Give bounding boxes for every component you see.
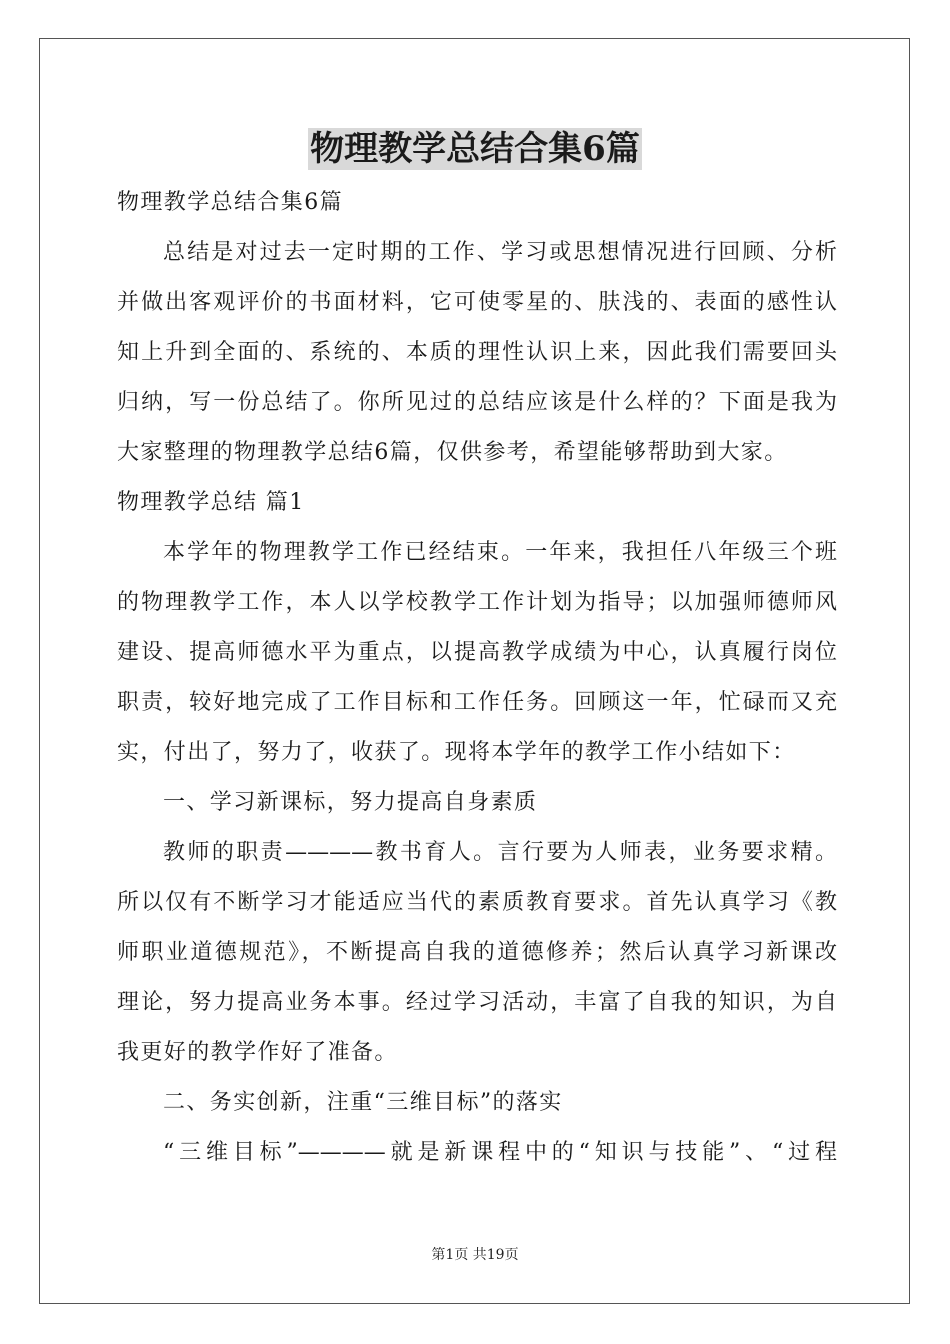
document-body [117, 178, 837, 1178]
text-line: 我更好的教学作好了准备。 [117, 1040, 398, 1065]
page-footer: 第1页 共19页 [431, 1247, 519, 1263]
document-title: 物理教学总结合集6篇 [310, 129, 640, 169]
text-line: 物理教学总结合集6篇 [117, 190, 343, 215]
text-line: 大家整理的物理教学总结6篇，仅供参考，希望能够帮助到大家。 [117, 440, 788, 465]
text-line: 二、务实创新，注重“三维目标”的落实 [163, 1090, 563, 1115]
text-line: “三维目标”————就是新课程中的“知识与技能”、“过程 [163, 1140, 837, 1165]
text-line: 物理教学总结 篇1 [117, 490, 305, 515]
text-line: 所以仅有不断学习才能适应当代的素质教育要求。首先认真学习《教 [117, 890, 837, 915]
text-line: 师职业道德规范》，不断提高自我的道德修养；然后认真学习新课改 [117, 940, 837, 965]
text-line: 建设、提高师德水平为重点，以提高教学成绩为中心，认真履行岗位 [117, 640, 837, 665]
text-line: 知上升到全面的、系统的、本质的理性认识上来，因此我们需要回头 [117, 340, 837, 365]
text-line: 的物理教学工作，本人以学校教学工作计划为指导；以加强师德师风 [117, 590, 837, 615]
text-line: 归纳，写一份总结了。你所见过的总结应该是什么样的？下面是我为 [117, 390, 837, 415]
text-line: 一、学习新课标，努力提高自身素质 [163, 790, 538, 815]
text-line: 并做出客观评价的书面材料，它可使零星的、肤浅的、表面的感性认 [117, 290, 837, 315]
title-container [0, 128, 950, 170]
text-line: 总结是对过去一定时期的工作、学习或思想情况进行回顾、分析 [163, 240, 837, 265]
text-line: 理论，努力提高业务本事。经过学习活动，丰富了自我的知识，为自 [117, 990, 837, 1015]
text-line: 教师的职责————教书育人。言行要为人师表，业务要求精。 [163, 840, 837, 865]
text-line: 职责，较好地完成了工作目标和工作任务。回顾这一年，忙碌而又充 [117, 690, 837, 715]
text-line: 本学年的物理教学工作已经结束。一年来，我担任八年级三个班 [163, 540, 837, 565]
text-line: 实，付出了，努力了，收获了。现将本学年的教学工作小结如下： [117, 740, 796, 765]
